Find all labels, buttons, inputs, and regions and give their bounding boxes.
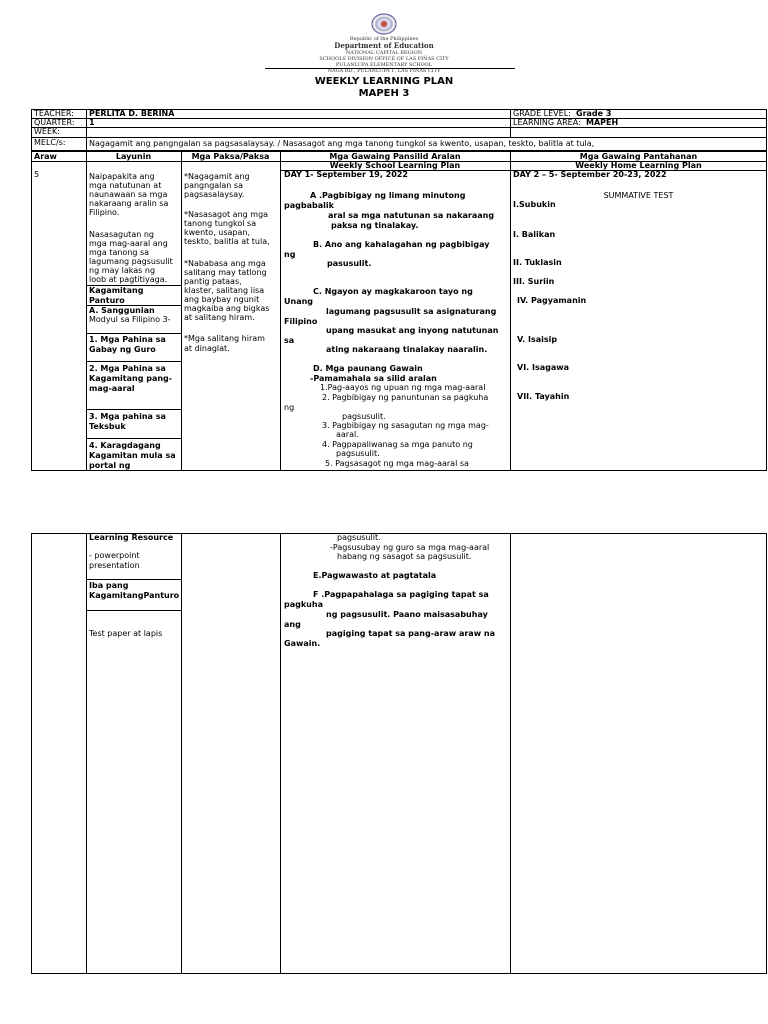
home-item: I. Balikan [513, 230, 556, 239]
row-rule [86, 438, 181, 439]
home-item: V. Isaisip [517, 335, 558, 344]
home-item: IV. Pagyamanin [517, 296, 587, 305]
area-label: LEARNING AREA: [513, 118, 581, 127]
teksbuk: 3. Mga pahina sa Teksbuk [89, 412, 166, 431]
paksa-line: klaster, salitang iisa [184, 286, 265, 295]
layunin-line: lagumang pagsusulit [89, 257, 173, 266]
activity-line: pasusulit. [327, 259, 372, 268]
dept-text: Department of Education [334, 41, 434, 50]
home-item: I.Subukin [513, 200, 556, 209]
home-item: II. Tuklasin [513, 258, 562, 267]
col-layunin: Layunin [115, 152, 152, 161]
home-item: III. Suriin [513, 277, 555, 286]
paksa-line: pangngalan sa [184, 181, 243, 190]
activity-line: A .Pagbibigay ng limang minutong [310, 191, 466, 200]
col-paksa: Mga Paksa/Paksa [191, 152, 270, 161]
col-araw: Araw [34, 152, 57, 161]
school-text: PULANLUPA ELEMENTARY SCHOOL [335, 62, 433, 68]
layunin-line: Nasasagutan ng [89, 230, 154, 239]
day1-heading: DAY 1- September 19, 2022 [284, 170, 408, 179]
activity-line: sa [284, 336, 295, 345]
araw-value: 5 [34, 170, 40, 179]
melc-label: MELC/s: [34, 138, 66, 147]
home-item: VII. Tayahin [517, 392, 570, 401]
activity-line: E.Pagwawasto at pagtatala [313, 571, 437, 580]
page-title: WEEKLY LEARNING PLAN [314, 76, 454, 87]
layunin-line: nakaraang aralin sa [89, 199, 169, 208]
row-rule [86, 409, 181, 410]
layunin-line: mga tanong sa [89, 248, 150, 257]
col-rule [280, 151, 281, 471]
activity-line: C. Ngayon ay magkakaroon tayo ng [313, 287, 473, 296]
activity-line: Gawain. [284, 639, 321, 648]
col-pansilid-1: Mga Gawaing Pansilid Aralan [329, 152, 461, 161]
activity-line: Unang [284, 297, 314, 306]
activity-line: pagkuha [284, 600, 323, 609]
kagamitang-mag-aaral: 2. Mga Pahina sa Kagamitang pang-mag-aaral [89, 364, 173, 393]
activity-line: upang masukat ang inyong natutunan [326, 326, 499, 335]
activity-line: ating nakaraang tinalakay naaralin. [326, 345, 488, 354]
teacher-value: PERLITA D. BERINA [89, 109, 175, 118]
col-pansilid-2: Weekly School Learning Plan [329, 161, 461, 170]
col-rule [86, 151, 87, 471]
cont-line: -Pagsusubay ng guro sa mga mag-aaral [330, 543, 490, 552]
row-rule [31, 127, 767, 128]
step-line: ng [284, 403, 295, 412]
activity-line: -Pamamahala sa silid aralan [310, 374, 437, 383]
paksa-line: *Nasasagot ang mga [184, 210, 269, 219]
paksa-line: ang baybay ngunit [184, 295, 260, 304]
area-value: MAPEH [586, 118, 619, 127]
modyul: Modyul sa Filipino 3- [89, 315, 171, 324]
karagdagang-kagamitan: 4. Karagdagang Kagamitan mula sa portal ng [89, 441, 176, 470]
layunin-line: mga mag-aaral ang [89, 239, 168, 248]
activity-line: D. Mga paunang Gawain [313, 364, 423, 373]
col-pantahanan-1: Mga Gawaing Pantahanan [579, 152, 698, 161]
activity-line: Filipino [284, 317, 318, 326]
deped-seal [371, 13, 397, 35]
paksa-line: *Nagagamit ang [184, 172, 250, 181]
republic-text: Republic of the Philippines [349, 36, 419, 42]
row-rule [86, 610, 181, 611]
melc-value: Nagagamit ang pangngalan sa pagsasalaysay. / Nasasagot ang mga tanong tungkol sa kwento, usapan, teskto, balitla at tula, [89, 139, 595, 148]
col-rule [510, 109, 511, 137]
row-rule [86, 579, 181, 580]
layunin-line: mga natutunan at [89, 181, 162, 190]
step-line: 3. Pagbibigay ng sasagutan ng mga mag- [322, 421, 489, 430]
header-rule [265, 68, 515, 69]
activity-line: pagbabalik [284, 201, 334, 210]
step-line: aaral. [336, 430, 359, 439]
quarter-label: QUARTER: [34, 118, 75, 127]
paksa-line: pantig pataas, [184, 277, 242, 286]
col-rule [181, 533, 182, 974]
paksa-line: tanong tungkol sa [184, 219, 257, 228]
paksa-line: at salitang hiram. [184, 313, 255, 322]
paksa-line: kwento, usapan, [184, 228, 251, 237]
paksa-line: at dinaglat. [184, 344, 230, 353]
row-rule [86, 361, 181, 362]
teacher-label: TEACHER: [34, 109, 74, 118]
step-line: 2. Pagbibigay ng panuntunan sa pagkuha [322, 393, 489, 402]
paksa-line: *Nababasa ang mga [184, 259, 266, 268]
powerpoint: - powerpoint presentation [89, 551, 140, 570]
grade-label: GRADE LEVEL: [513, 109, 571, 118]
col-rule [86, 109, 87, 151]
activity-line: paksa ng tinalakay. [331, 221, 419, 230]
col-rule [280, 533, 281, 974]
step-line: 5. Pagsasagot ng mga mag-aaral sa [325, 459, 469, 468]
test-paper: Test paper at lapis [89, 629, 163, 638]
activity-line: B. Ano ang kahalagahan ng pagbibigay [313, 240, 490, 249]
cont-line: pagsusulit. [337, 533, 381, 542]
address-text: NAGA RD., PULANLUPA 1, LAS PIÑAS CITY [327, 68, 441, 74]
row-rule [86, 333, 181, 334]
day2-heading: DAY 2 – 5- September 20-23, 2022 [513, 170, 667, 179]
step-line: pagsusulit. [336, 449, 380, 458]
layunin-line: ng may lakas ng [89, 266, 156, 275]
kagamitang-panturo: Kagamitang Panturo [89, 286, 144, 305]
layunin-line: naunawaan sa mga [89, 190, 168, 199]
col-rule [86, 533, 87, 974]
paksa-line: teskto, balitla at tula, [184, 237, 270, 246]
activity-line: pagiging tapat sa pang-araw araw na [326, 629, 495, 638]
quarter-value: 1 [89, 118, 95, 127]
cont-line: habang ng sasagot sa pagsusulit. [337, 552, 472, 561]
paksa-line: salitang may tatlong [184, 268, 267, 277]
activity-line: ng pagsusulit. Paano maisasabuhay [326, 610, 488, 619]
region-text: NATIONAL CAPITAL REGION [345, 50, 423, 56]
sanggunian: A. Sanggunian [89, 306, 155, 315]
home-item: VI. Isagawa [517, 363, 570, 372]
paksa-line: magkaiba ang bigkas [184, 304, 270, 313]
paksa-line: *Mga salitang hiram [184, 334, 265, 343]
col-pantahanan-2: Weekly Home Learning Plan [575, 161, 702, 170]
gabay-ng-guro: 1. Mga Pahina sa Gabay ng Guro [89, 335, 166, 354]
iba-pang-kagamitan: Iba pang KagamitangPanturo [89, 581, 180, 600]
division-text: SCHOOLS DIVISION OFFICE OF LAS PIÑAS CITY [319, 56, 449, 62]
paksa-line: pagsasalaysay. [184, 190, 245, 199]
activity-line: ang [284, 620, 301, 629]
step-line: 4. Pagpapaliwanag sa mga panuto ng [322, 440, 473, 449]
activity-line: ng [284, 250, 296, 259]
activity-line: lagumang pagsusulit sa asignaturang [326, 307, 497, 316]
row-rule [31, 137, 767, 138]
step-line: pagsusulit. [342, 412, 386, 421]
page-subject: MAPEH 3 [358, 88, 410, 99]
activity-line: F .Pagpapahalaga sa pagiging tapat sa [313, 590, 489, 599]
learning-resource: Learning Resource [89, 533, 174, 542]
layunin-line: loob at pagtitiyaga. [89, 275, 168, 284]
layunin-line: Naipapakita ang [89, 172, 155, 181]
activity-line: aral sa mga natutunan sa nakaraang [328, 211, 495, 220]
col-rule [181, 151, 182, 471]
col-rule [510, 533, 511, 974]
summative-test: SUMMATIVE TEST [603, 191, 674, 200]
week-label: WEEK: [34, 127, 60, 136]
layunin-line: Filipino. [89, 208, 120, 217]
step-line: 1.Pag-aayos ng upuan ng mga mag-aaral [320, 383, 486, 392]
grade-value: Grade 3 [576, 109, 612, 118]
